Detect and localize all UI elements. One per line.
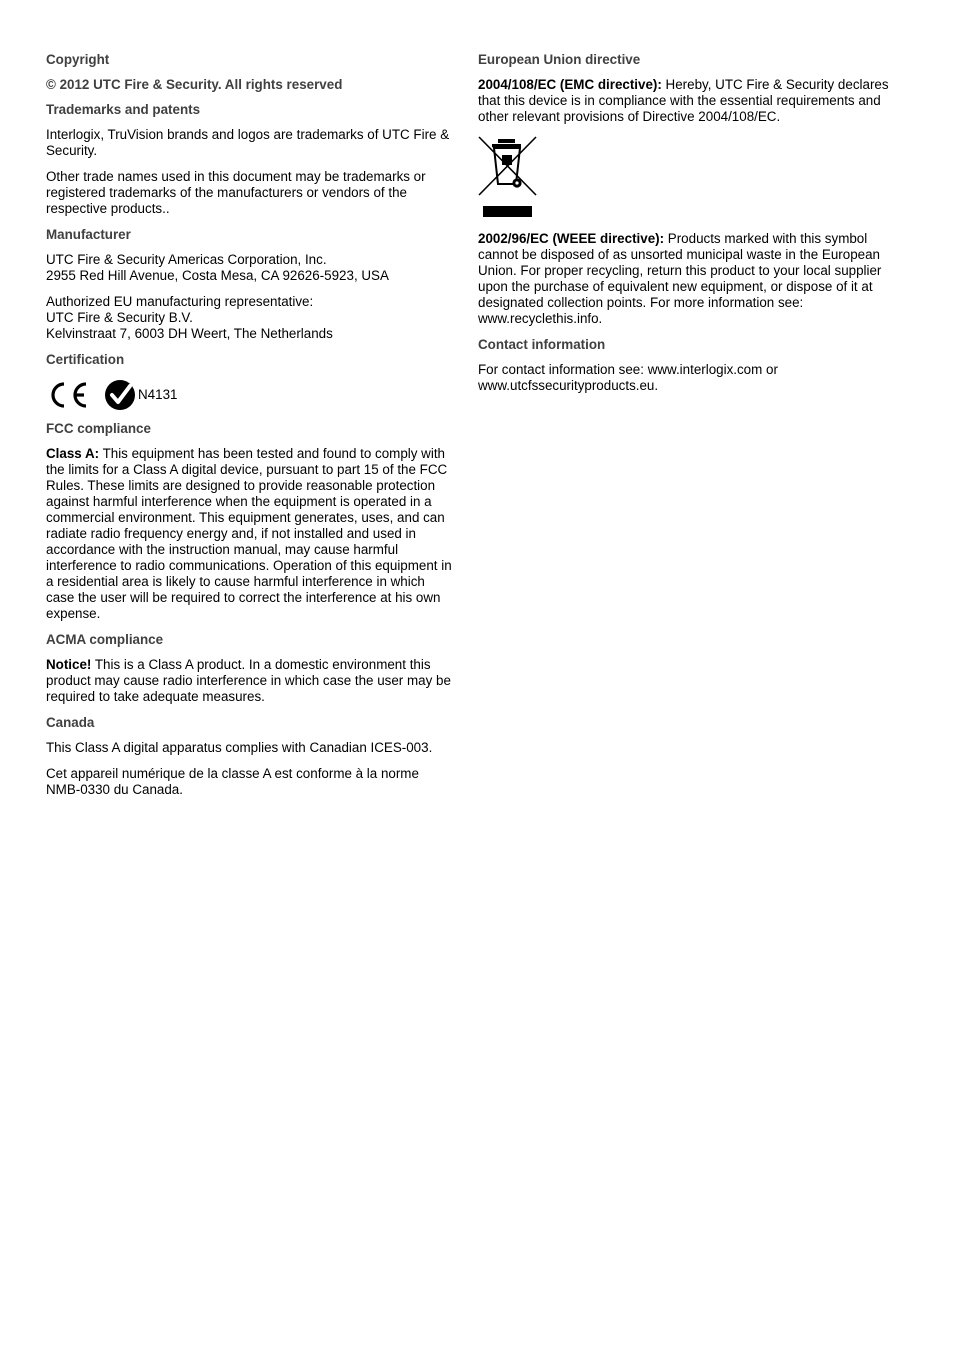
certification-heading: Certification <box>46 352 125 367</box>
fcc-heading: FCC compliance <box>46 421 151 436</box>
canada-paragraph-2: Cet appareil numérique de la classe A est conforme à la norme NMB-0330 du Canada. <box>46 766 419 797</box>
certification-marks <box>46 377 456 413</box>
eu-representative <box>46 294 456 342</box>
certification-code: N4131 <box>138 387 178 402</box>
canada-paragraph-1: This Class A digital apparatus complies with Canadian ICES-003. <box>46 740 433 755</box>
ce-mark-icon <box>46 380 90 410</box>
eu-directive-heading: European Union directive <box>478 52 641 67</box>
manufacturer-name: UTC Fire & Security Americas Corporation, Inc. <box>46 252 327 267</box>
acma-text: This is a Class A product. In a domestic environment this product may cause radio interference in which case the user may be required to take adequate measures. <box>46 657 451 704</box>
contact-heading: Contact information <box>478 337 606 352</box>
copyright-heading: Copyright <box>46 52 110 67</box>
fcc-text: This equipment has been tested and found to comply with the limits for a Class A digital device, pursuant to part 15 of the FCC Rules. These limits are designed to provide reasonable protection against harmful interference when the equipment is operated in a commercial environment. This equipment generates, uses, and can radiate radio frequency energy and, if not installed and used in accordance with the instruction manual, may cause harmful interference to radio communications. Operation of this equipment in a residential area is likely to cause harmful interference in which case the user will be required to correct the interference at his own expense. <box>46 446 452 621</box>
manufacturer-street: 2955 Red Hill Avenue, Costa Mesa, CA 92626-5923, USA <box>46 268 389 283</box>
acma-paragraph <box>46 657 456 705</box>
emc-paragraph <box>478 77 890 125</box>
emc-label: 2004/108/EC (EMC directive): <box>478 77 662 92</box>
right-column <box>478 52 890 404</box>
acma-heading: ACMA compliance <box>46 632 164 647</box>
fcc-paragraph <box>46 446 456 622</box>
manufacturer-heading: Manufacturer <box>46 227 131 242</box>
fcc-label: Class A: <box>46 446 100 461</box>
weee-text: Products marked with this symbol cannot be disposed of as unsorted municipal waste in the European Union. For proper recycling, return this product to your local supplier upon the purchase of equivalent new equipment, or dispose of it at designated collection points. For more information see: www.recyclethis.info. <box>478 231 882 326</box>
trademarks-heading: Trademarks and patents <box>46 102 201 117</box>
eu-rep-name: UTC Fire & Security B.V. <box>46 310 193 325</box>
manufacturer-address <box>46 252 456 284</box>
copyright-text: © 2012 UTC Fire & Security. All rights reserved <box>46 77 343 92</box>
trademarks-paragraph-2: Other trade names used in this document may be trademarks or registered trademarks of the manufacturers or vendors of the respective products.. <box>46 169 426 216</box>
weee-label: 2002/96/EC (WEEE directive): <box>478 231 665 246</box>
eu-rep-title: Authorized EU manufacturing representative: <box>46 294 314 309</box>
weee-symbol <box>478 135 890 221</box>
canada-heading: Canada <box>46 715 95 730</box>
weee-paragraph <box>478 231 890 327</box>
acma-label: Notice! <box>46 657 92 672</box>
eu-rep-address: Kelvinstraat 7, 6003 DH Weert, The Netherlands <box>46 326 333 341</box>
crossed-out-wheelie-bin-icon <box>478 135 540 221</box>
left-column <box>46 52 456 808</box>
trademarks-paragraph-1: Interlogix, TruVision brands and logos are trademarks of UTC Fire & Security. <box>46 127 450 158</box>
emc-text: Hereby, UTC Fire & Security declares that this device is in compliance with the essential requirements and other relevant provisions of Directive 2004/108/EC. <box>478 77 889 124</box>
c-tick-mark-icon <box>104 379 136 411</box>
contact-paragraph: For contact information see: www.interlogix.com or www.utcfssecurityproducts.eu. <box>478 362 778 393</box>
